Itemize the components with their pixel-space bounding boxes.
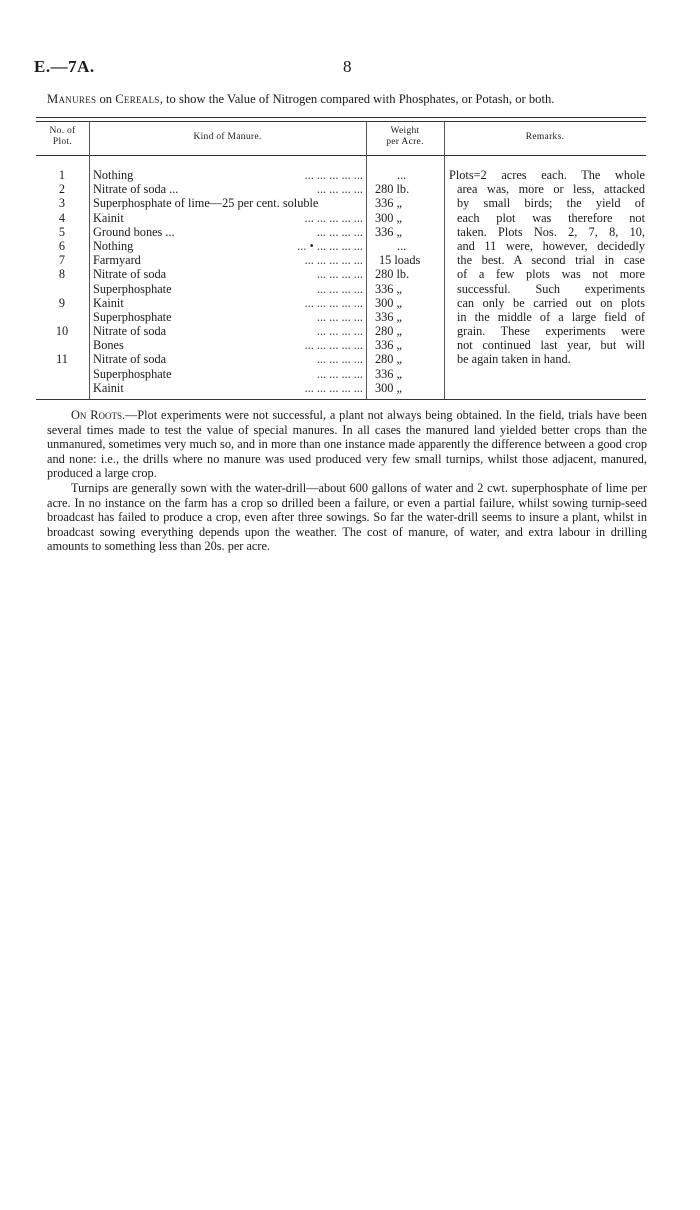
leader-dots: ... ... ... ... ...: [304, 295, 363, 310]
remarks-line: area was, more or less, attacked: [457, 182, 645, 197]
leader-dots: ... ... ... ...: [316, 182, 363, 197]
leader-dots: ... ... ... ...: [316, 366, 363, 381]
leader-dots: ... ... ... ...: [316, 281, 363, 296]
remarks-line: of a few plots was not more: [457, 267, 645, 282]
table-top-rule-inner: [36, 121, 646, 122]
plot-cell: 6: [58, 238, 66, 253]
header-weight: [366, 126, 444, 148]
table-header-rule: [36, 155, 646, 156]
weight-cell: 280 lb.: [375, 267, 410, 282]
kind-cell: [93, 196, 363, 210]
plot-cell: 8: [58, 267, 66, 282]
kind-label: Nitrate of soda: [93, 324, 167, 339]
kind-cell: [93, 352, 363, 366]
kind-label: Bones: [93, 338, 124, 353]
kind-cell: [93, 324, 363, 338]
kind-label: Nitrate of soda: [93, 267, 167, 282]
remarks-line: and 11 were, however, decidedly: [457, 238, 645, 253]
kind-cell: [93, 168, 363, 182]
remarks-line: not continued last year, but will: [457, 338, 645, 353]
plot-cell: 4: [58, 210, 66, 225]
plot-cell: 10: [55, 324, 69, 339]
caption-word-cereals: Cereals: [115, 92, 160, 106]
kind-cell: [93, 211, 363, 225]
weight-cell: 280 lb.: [375, 182, 410, 197]
remarks-line: the best. A second trial in case: [457, 253, 645, 268]
header-weight-line2: per Acre.: [386, 137, 424, 147]
remarks-line: each plot was therefore not: [457, 210, 645, 225]
plot-cell: 1: [58, 168, 66, 182]
remarks-line: successful. Such experiments: [457, 281, 645, 296]
plot-cell: 9: [58, 295, 66, 310]
header-plot-line2: Plot.: [52, 137, 73, 147]
kind-label: Kainit: [93, 380, 124, 395]
kind-cell: [93, 239, 363, 253]
kind-cell: [93, 253, 363, 267]
leader-dots: ... ... ... ... ...: [304, 338, 363, 353]
leader-dots: ... ... ... ...: [316, 224, 363, 239]
body-text: [47, 408, 647, 554]
weight-cell: 336 „: [375, 309, 402, 324]
kind-label: Kainit: [93, 295, 124, 310]
weight-cell: 15 loads: [379, 253, 421, 268]
kind-label: Nitrate of soda ...: [93, 182, 179, 197]
kind-cell: [93, 296, 363, 310]
leader-dots: ... ... ... ...: [316, 324, 363, 339]
plot-cell: 7: [58, 253, 66, 268]
kind-label: Kainit: [93, 210, 124, 225]
weight-cell: 336 „: [375, 338, 402, 353]
kind-cell: [93, 310, 363, 324]
paragraph-turnips: Turnips are generally sown with the water-drill—about 600 gallons of water and 2 cwt. superphosphate of lime per acre. In no instance on the farm has a crop so drilled been a failure, or even a partial failure, whilst sowing turnip-seed broadcast has failed to produce a crop, even after three sowings. So far the water-drill seems to insure a plant, whilst in broadcast sowing everything depends upon the weather. The cost of manure, of water, and extra labour in drilling amounts to something less than 20s. per acre.: [47, 480, 647, 554]
kind-column: [93, 168, 363, 395]
remarks-line: Plots=2 acres each. The whole: [449, 168, 645, 182]
paragraph-roots: [47, 408, 647, 481]
remarks-cell: [449, 168, 645, 367]
leader-dots: ... ... ... ...: [316, 267, 363, 282]
kind-label: Ground bones ...: [93, 224, 175, 239]
remarks-line: be again taken in hand.: [457, 352, 571, 367]
kind-label: Superphosphate of lime—25 per cent. soluble: [93, 196, 319, 211]
kind-cell: [93, 182, 363, 196]
column-divider-3: [444, 121, 445, 399]
caption-rest: , to show the Value of Nitrogen compared with Phosphates, or Potash, or both.: [159, 92, 555, 106]
kind-cell: [93, 267, 363, 281]
kind-cell: [93, 367, 363, 381]
table-caption: [47, 92, 554, 107]
weight-cell: ...: [397, 238, 407, 253]
plot-cell: [36, 338, 88, 352]
kind-cell: [93, 225, 363, 239]
weight-cell: 300 „: [375, 380, 402, 395]
remarks-line: can only be carried out on plots: [457, 295, 645, 310]
kind-label: Superphosphate: [93, 309, 172, 324]
kind-label: Superphosphate: [93, 281, 172, 296]
weight-cell: 336 „: [375, 366, 402, 381]
page-number: 8: [343, 57, 352, 76]
kind-cell: [93, 282, 363, 296]
remarks-line: by small birds; the yield of: [457, 196, 645, 211]
caption-word-manures: Manures: [47, 92, 97, 106]
remarks-line: grain. These experiments were: [457, 324, 645, 339]
column-divider-2: [366, 121, 367, 399]
kind-label: Nothing: [93, 238, 134, 253]
plot-cell: [36, 381, 88, 395]
caption-on: on: [96, 92, 116, 106]
weight-cell: ...: [397, 168, 407, 182]
weight-cell: 336 „: [375, 224, 402, 239]
kind-label: Superphosphate: [93, 366, 172, 381]
plot-cell: 5: [58, 224, 66, 239]
manure-table: [36, 117, 646, 399]
leader-dots: ... ... ... ... ...: [304, 380, 363, 395]
header-plot-line1: No. of: [49, 126, 76, 136]
plot-cell: 3: [58, 196, 66, 211]
header-plot: [36, 126, 89, 148]
leader-dots: ... ... ... ...: [316, 309, 363, 324]
paragraph-roots-text: .—Plot experiments were not successful, a plant not always being obtained. In the field, trials have been several times made to test the value of special manures. In all cases the manured land yielded better crops than the unmanured, sometimes very much so, and in more than one instance made apparently the difference between a good crop and none: i.e., the drills where no manure was used produced very few small turnips, whilst those adjacent, manured, produced a large crop.: [47, 408, 647, 481]
weight-cell: 300 „: [375, 210, 402, 225]
kind-label: Nothing: [93, 168, 134, 182]
leader-dots: ... ... ... ... ...: [304, 168, 363, 182]
paragraph-roots-lead: On Roots: [71, 408, 122, 422]
weight-cell: 280 „: [375, 352, 402, 367]
remarks-line: in the middle of a large field of: [457, 309, 645, 324]
plot-column: [36, 168, 88, 395]
plot-cell: [36, 282, 88, 296]
plot-cell: [36, 367, 88, 381]
plot-cell: 11: [56, 352, 68, 367]
leader-dots: ... • ... ... ... ...: [297, 238, 363, 253]
weight-cell: 280 „: [375, 324, 402, 339]
table-bottom-rule: [36, 399, 646, 400]
plot-cell: [36, 310, 88, 324]
header-weight-line1: Weight: [390, 126, 420, 136]
weight-cell: 300 „: [375, 295, 402, 310]
leader-dots: ... ... ... ... ...: [304, 253, 363, 268]
header-remarks: Remarks.: [525, 132, 565, 142]
table-top-rule: [36, 117, 646, 118]
weight-cell: 336 „: [375, 281, 402, 296]
header-kind: Kind of Manure.: [193, 132, 262, 142]
leader-dots: ... ... ... ... ...: [304, 210, 363, 225]
kind-label: Farmyard: [93, 253, 141, 268]
kind-cell: [93, 381, 363, 395]
column-divider-1: [89, 121, 90, 399]
kind-label: Nitrate of soda: [93, 352, 167, 367]
document-reference: E.—7A.: [34, 57, 95, 76]
weight-cell: 336 „: [375, 196, 402, 211]
plot-cell: 2: [58, 182, 66, 197]
weight-column: [369, 168, 441, 395]
kind-cell: [93, 338, 363, 352]
remarks-line: taken. Plots Nos. 2, 7, 8, 10,: [457, 224, 645, 239]
leader-dots: ... ... ... ...: [316, 352, 363, 367]
